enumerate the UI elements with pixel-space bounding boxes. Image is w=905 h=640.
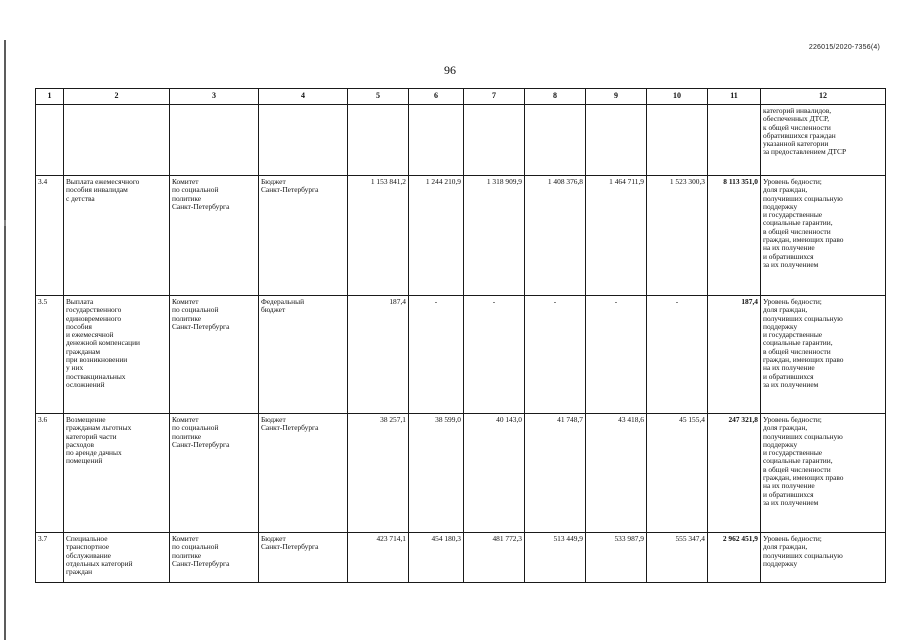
executor-cell: Комитет по социальной политике Санкт-Петербурга xyxy=(170,176,259,296)
indicator-cell: Уровень бедности; доля граждан, получивших социальную поддержку и государственные социальные гарантии, в общей численности граждан, имеющих право на их получение и обратившихся за их получением xyxy=(761,176,886,296)
total-cell: 247 321,8 xyxy=(708,414,761,533)
value-col6: 454 180,3 xyxy=(409,533,464,583)
value-col9: - xyxy=(586,296,647,414)
column-number-row xyxy=(36,89,886,105)
measures-table xyxy=(35,88,886,583)
value-col6: 1 244 210,9 xyxy=(409,176,464,296)
value-col8: 41 748,7 xyxy=(525,414,586,533)
total-cell: 2 962 451,9 xyxy=(708,533,761,583)
value-col5: 423 714,1 xyxy=(348,533,409,583)
col-header-4: 4 xyxy=(259,89,348,105)
measure-cell: Выплата государственного единовременного пособия и ежемесячной денежной компенсации гражданам при возникновении у них поствакцинальных осложнений xyxy=(64,296,170,414)
value-col6: - xyxy=(409,296,464,414)
value-col8: 1 408 376,8 xyxy=(525,176,586,296)
col-header-8: 8 xyxy=(525,89,586,105)
row-number: 3.5 xyxy=(36,296,64,414)
value-col9: 43 418,6 xyxy=(586,414,647,533)
indicator-cell: категорий инвалидов, обеспеченных ДТСР, к общей численности обратившихся граждан указанной категории за предоставлением ДТСР xyxy=(761,105,886,176)
value-col5: 187,4 xyxy=(348,296,409,414)
value-col9: 1 464 711,9 xyxy=(586,176,647,296)
col-header-6: 6 xyxy=(409,89,464,105)
measure-cell: Специальное транспортное обслуживание отдельных категорий граждан xyxy=(64,533,170,583)
col-header-5: 5 xyxy=(348,89,409,105)
col-header-7: 7 xyxy=(464,89,525,105)
funding-source-cell: Бюджет Санкт-Петербурга xyxy=(259,414,348,533)
row-number: 3.4 xyxy=(36,176,64,296)
scan-edge-line xyxy=(4,40,6,640)
value-col8: 513 449,9 xyxy=(525,533,586,583)
total-cell: 187,4 xyxy=(708,296,761,414)
row-number: 3.7 xyxy=(36,533,64,583)
indicator-cell: Уровень бедности; доля граждан, получивших социальную поддержку и государственные социальные гарантии, в общей численности граждан, имеющих право на их получение и обратившихся за их получением xyxy=(761,414,886,533)
executor-cell: Комитет по социальной политике Санкт-Петербурга xyxy=(170,414,259,533)
funding-source-cell: Федеральный бюджет xyxy=(259,296,348,414)
value-col10: 45 155,4 xyxy=(647,414,708,533)
value-col8: - xyxy=(525,296,586,414)
funding-source-cell: Бюджет Санкт-Петербурга xyxy=(259,176,348,296)
indicator-cell: Уровень бедности; доля граждан, получивших социальную поддержку и государственные социальные гарантии, в общей численности граждан, имеющих право на их получение и обратившихся за их получением xyxy=(761,296,886,414)
value-col10: - xyxy=(647,296,708,414)
value-col5: 38 257,1 xyxy=(348,414,409,533)
value-col9: 533 987,9 xyxy=(586,533,647,583)
document-number: 226015/2020-7356(4) xyxy=(808,44,880,51)
total-cell: 8 113 351,0 xyxy=(708,176,761,296)
col-header-3: 3 xyxy=(170,89,259,105)
col-header-1: 1 xyxy=(36,89,64,105)
measure-cell: Возмещение гражданам льготных категорий части расходов по аренде дачных помещений xyxy=(64,414,170,533)
table-row xyxy=(36,296,886,414)
value-col7: 481 772,3 xyxy=(464,533,525,583)
executor-cell: Комитет по социальной политике Санкт-Петербурга xyxy=(170,533,259,583)
value-col7: 1 318 909,9 xyxy=(464,176,525,296)
col-header-11: 11 xyxy=(708,89,761,105)
col-header-12: 12 xyxy=(761,89,886,105)
table-row xyxy=(36,533,886,583)
value-col7: 40 143,0 xyxy=(464,414,525,533)
value-col10: 555 347,4 xyxy=(647,533,708,583)
col-header-2: 2 xyxy=(64,89,170,105)
value-col6: 38 599,0 xyxy=(409,414,464,533)
table-row xyxy=(36,176,886,296)
page-number: 96 xyxy=(444,63,456,77)
table-row-continuation xyxy=(36,105,886,176)
row-number: 3.6 xyxy=(36,414,64,533)
table-row xyxy=(36,414,886,533)
value-col5: 1 153 841,2 xyxy=(348,176,409,296)
col-header-9: 9 xyxy=(586,89,647,105)
executor-cell: Комитет по социальной политике Санкт-Петербурга xyxy=(170,296,259,414)
value-col7: - xyxy=(464,296,525,414)
col-header-10: 10 xyxy=(647,89,708,105)
indicator-cell: Уровень бедности; доля граждан, получивших социальную поддержку xyxy=(761,533,886,583)
funding-source-cell: Бюджет Санкт-Петербурга xyxy=(259,533,348,583)
measure-cell: Выплата ежемесячного пособия инвалидам с детства xyxy=(64,176,170,296)
value-col10: 1 523 300,3 xyxy=(647,176,708,296)
